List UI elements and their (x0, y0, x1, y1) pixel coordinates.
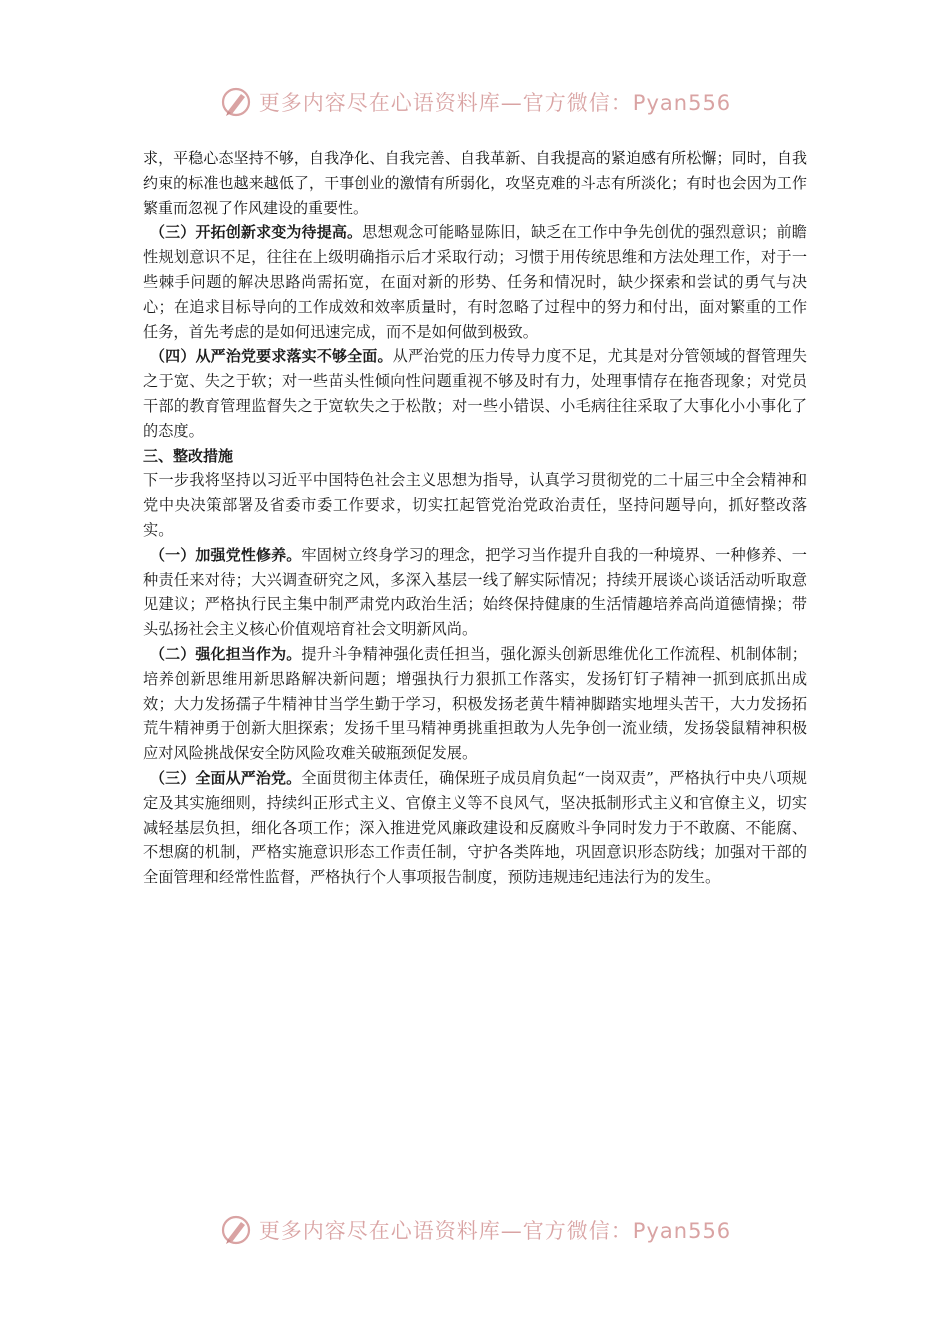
paragraph-text: 牢固树立终身学习的理念，把学习当作提升自我的一种境界、一种修养、一种责任来对待；大兴调查研究之风，多深入基层一线了解实际情况；持续开展谈心谈话活动听取意见建议；严格执行民主集中制严肃党内政治生活；始终保持健康的生活情趣培养高尚道德情操；带头弘扬社会主义核心价值观培育社会文明新风尚。 (143, 545, 807, 639)
section-heading: 三、整改措施 (143, 446, 234, 465)
watermark-text: 更多内容尽在心语资料库—官方微信：Pyan556 (258, 91, 732, 115)
paragraph-text: 从严治党的压力传导力度不足，尤其是对分管领域的督管理失之于宽、失之于软；对一些苗头性倾向性问题重视不够及时有力，处理事情存在拖沓现象；对党员干部的教育管理监督失之于宽软失之于松散；对一些小错误、小毛病往往采取了大事化小小事化了的态度。 (143, 347, 807, 440)
pen-logo-icon (219, 85, 253, 119)
paragraph (143, 444, 807, 469)
section-heading: （三）全面从严治党。 (150, 768, 302, 787)
paragraph-text: 提升斗争精神强化责任担当，强化源头创新思维优化工作流程、机制体制；培养创新思维用新思路解决新问题；增强执行力狠抓工作落实，发扬钉钉子精神一抓到底抓出成效；大力发扬孺子牛精神甘当学生勤于学习，积极发扬老黄牛精神脚踏实地埋头苦干，大力发扬拓荒牛精神勇于创新大胆探索；发扬千里马精神勇挑重担敢为人先争创一流业绩，发扬袋鼠精神积极应对风险挑战保安全防风险攻难关破瓶颈促发展。 (143, 644, 807, 763)
paragraph (143, 220, 807, 344)
section-heading: （一）加强党性修养。 (150, 545, 302, 564)
paragraph-text: 思想观念可能略显陈旧，缺乏在工作中争先创优的强烈意识；前瞻性规划意识不足，往往在上级明确指示后才采取行动；习惯于用传统思维和方法处理工作，对于一些棘手问题的解决思路尚需拓宽，在面对新的形势、任务和情况时，缺少探索和尝试的勇气与决心；在追求目标导向的工作成效和效率质量时，有时忽略了过程中的努力和付出，面对繁重的工作任务，首先考虑的是如何迅速完成，而不是如何做到极致。 (143, 223, 807, 341)
paragraph-text: 全面贯彻主体责任，确保班子成员肩负起“一岗双责”，严格执行中央八项规定及其实施细则，持续纠正形式主义、官僚主义等不良风气，坚决抵制形式主义和官僚主义，切实减轻基层负担，细化各项工作；深入推进党风廉政建设和反腐败斗争同时发力于不敢腐、不能腐、不想腐的机制，严格实施意识形态工作责任制，守护各类阵地，巩固意识形态防线；加强对干部的全面管理和经常性监督，严格执行个人事项报告制度，预防违规违纪违法行为的发生。 (143, 768, 807, 887)
document-body (143, 146, 807, 890)
pen-logo-icon (219, 1213, 253, 1247)
section-heading: （四）从严治党要求落实不够全面。 (150, 347, 393, 366)
paragraph (143, 146, 807, 220)
paragraph (143, 642, 807, 766)
paragraph (143, 543, 807, 642)
section-heading: （三）开拓创新求变为待提高。 (150, 223, 363, 242)
paragraph (143, 468, 807, 542)
section-heading: （二）强化担当作为。 (150, 644, 302, 663)
header-watermark-banner (0, 82, 950, 122)
paragraph-text: 下一步我将坚持以习近平中国特色社会主义思想为指导，认真学习贯彻党的二十届三中全会精神和党中央决策部署及省委市委工作要求，切实扛起管党治党政治责任，坚持问题导向，抓好整改落实。 (143, 471, 807, 539)
watermark-text: 更多内容尽在心语资料库—官方微信：Pyan556 (258, 1219, 732, 1243)
footer-watermark-banner (0, 1210, 950, 1250)
paragraph (143, 344, 807, 443)
paragraph-text: 求，平稳心态坚持不够，自我净化、自我完善、自我革新、自我提高的紧迫感有所松懈；同时，自我约束的标准也越来越低了，干事创业的激情有所弱化，攻坚克难的斗志有所淡化；有时也会因为工作繁重而忽视了作风建设的重要性。 (143, 149, 807, 217)
paragraph (143, 766, 807, 890)
